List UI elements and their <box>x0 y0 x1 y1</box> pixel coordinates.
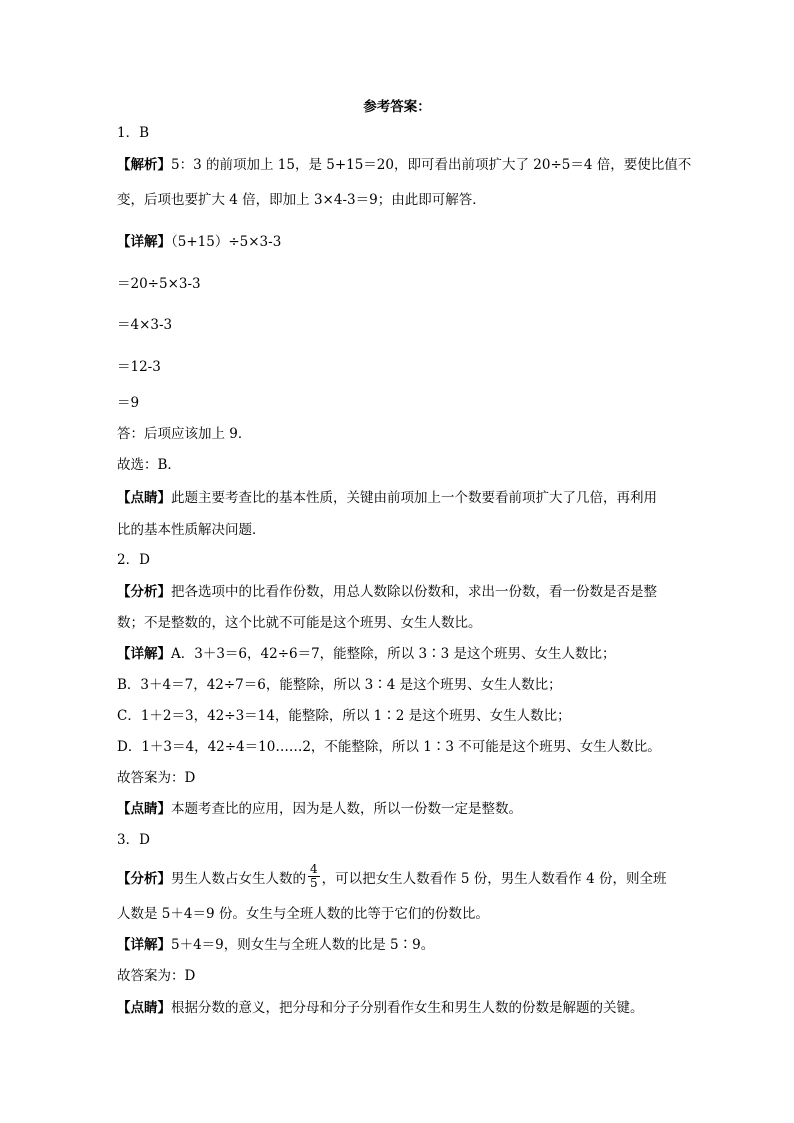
q2-choice: 故答案为：D <box>117 770 196 786</box>
q2-number: 2．D <box>117 552 150 568</box>
q1-analysis-line-1 <box>117 155 691 175</box>
detail-tag: 【详解】 <box>117 646 171 662</box>
fraction-numerator: 4 <box>310 862 318 876</box>
analysis-tag: 【分析】 <box>117 871 171 887</box>
q1-number: 1．B <box>117 125 150 141</box>
q1-step-2: ＝4×3-3 <box>117 317 173 333</box>
q2-tip-line-1 <box>117 799 522 819</box>
tip-tag: 【点睛】 <box>117 490 171 506</box>
detail-text: A．3＋3＝6，42÷6＝7，能整除，所以 3∶3 是这个班男、女生人数比； <box>171 646 616 662</box>
analysis-tag: 【解析】 <box>117 157 171 173</box>
detail-tag: 【详解】 <box>117 937 171 953</box>
fraction-denominator: 5 <box>310 876 318 890</box>
fraction-four-fifths <box>308 863 320 890</box>
q3-analysis-line-1 <box>117 862 667 890</box>
q1-choice: 故选：B． <box>117 457 181 473</box>
q2-analysis-line-1 <box>117 582 657 602</box>
q3-choice: 故答案为：D <box>117 968 196 984</box>
tip-text: 根据分数的意义，把分母和分子分别看作女生和男生人数的份数是解题的关键。 <box>171 1000 644 1016</box>
q1-step-4: ＝9 <box>117 395 140 411</box>
analysis-text-pre: 男生人数占女生人数的 <box>171 871 306 887</box>
q1-tip-line-2: 比的基本性质解决问题． <box>117 522 266 538</box>
analysis-text-post: ，可以把女生人数看作 5 份，男生人数看作 4 份，则全班 <box>321 871 667 887</box>
detail-text: （5+15）÷5×3-3 <box>171 234 282 250</box>
detail-text: 5＋4＝9，则女生与全班人数的比是 5∶9。 <box>171 937 435 953</box>
q1-tip-line-1 <box>117 488 657 508</box>
q2-analysis-line-2: 数；不是整数的，这个比就不可能是这个班男、女生人数比。 <box>117 615 482 631</box>
q3-analysis-line-2: 人数是 5＋4＝9 份。女生与全班人数的比等于它们的份数比。 <box>117 906 489 922</box>
tip-tag: 【点睛】 <box>117 1000 171 1016</box>
q3-detail-line <box>117 935 434 955</box>
q2-detail-a <box>117 644 615 664</box>
page-title: 参考答案： <box>363 99 431 115</box>
q1-analysis-line-2: 变，后项也要扩大 4 倍，即加上 3×4-3＝9；由此即可解答． <box>117 192 486 208</box>
q1-detail-line <box>117 232 281 252</box>
detail-tag: 【详解】 <box>117 234 171 250</box>
tip-text: 此题主要考查比的基本性质，关键由前项加上一个数要看前项扩大了几倍，再利用 <box>171 490 657 506</box>
analysis-tag: 【分析】 <box>117 584 171 600</box>
tip-text: 本题考查比的应用，因为是人数，所以一份数一定是整数。 <box>171 801 522 817</box>
q1-answer: 答：后项应该加上 9． <box>117 426 252 442</box>
analysis-text: 把各选项中的比看作份数，用总人数除以份数和，求出一份数，看一份数是否是整 <box>171 584 657 600</box>
tip-tag: 【点睛】 <box>117 801 171 817</box>
q1-step-3: ＝12-3 <box>117 359 161 375</box>
q2-detail-c: C．1＋2＝3，42÷3＝14，能整除，所以 1∶2 是这个班男、女生人数比； <box>117 708 571 724</box>
q3-tip-line-1 <box>117 998 644 1018</box>
q2-detail-d: D．1＋3＝4，42÷4＝10……2，不能整除，所以 1∶3 不可能是这个班男、女生人数比。 <box>117 739 661 755</box>
analysis-text: 5：3 的前项加上 15，是 5+15＝20，即可看出前项扩大了 20÷5＝4 倍，要使比值不 <box>171 157 692 173</box>
q2-detail-b: B．3＋4＝7，42÷7＝6，能整除，所以 3∶4 是这个班男、女生人数比； <box>117 677 562 693</box>
q1-step-1: ＝20÷5×3-3 <box>117 276 201 292</box>
q3-number: 3．D <box>117 832 150 848</box>
